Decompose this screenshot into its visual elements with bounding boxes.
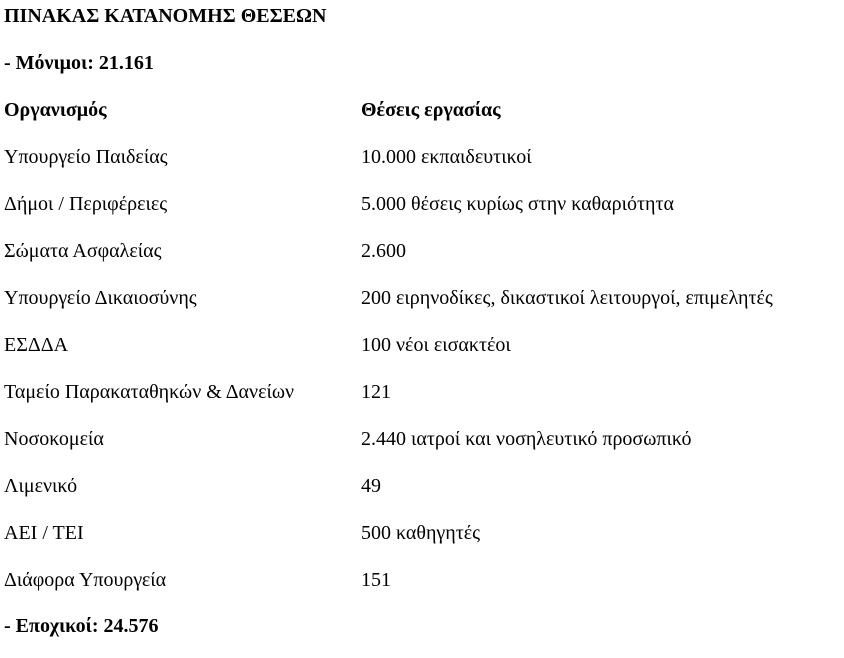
table-row [4,286,840,310]
row-organization: Διάφορα Υπουργεία [4,569,167,591]
table-row [4,333,840,357]
row-positions: 5.000 θέσεις κυρίως στην καθαριότητα [361,193,675,215]
row-organization: ΕΣΔΔΑ [4,334,69,356]
row-organization: Λιμενικό [4,475,78,497]
header-positions: Θέσεις εργασίας [361,99,501,121]
table-row [4,427,840,451]
page-title: ΠΙΝΑΚΑΣ ΚΑΤΑΝΟΜΗΣ ΘΕΣΕΩΝ [4,5,327,27]
row-positions: 151 [361,569,391,591]
row-positions: 500 καθηγητές [361,522,481,544]
row-positions: 10.000 εκπαιδευτικοί [361,146,532,168]
permanent-heading: - Μόνιμοι: 21.161 [4,52,154,74]
row-organization: Υπουργείο Παιδείας [4,146,168,168]
row-positions: 200 ειρηνοδίκες, δικαστικοί λειτουργοί, επιμελητές [361,287,773,309]
table-header-row [4,98,840,122]
row-organization: Σώματα Ασφαλείας [4,240,162,262]
header-organization: Οργανισμός [4,99,107,121]
row-positions: 49 [361,475,381,497]
table-row [4,192,840,216]
row-organization: Υπουργείο Δικαιοσύνης [4,287,197,309]
table-row [4,568,840,592]
seasonal-heading: - Εποχικοί: 24.576 [4,615,159,637]
table-row [4,474,840,498]
row-organization: Δήμοι / Περιφέρειες [4,193,168,215]
row-positions: 2.440 ιατροί και νοσηλευτικό προσωπικό [361,428,692,450]
row-positions: 121 [361,381,391,403]
table-row [4,239,840,263]
table-row [4,380,840,404]
row-positions: 100 νέοι εισακτέοι [361,334,511,356]
row-positions: 2.600 [361,240,406,262]
table-row [4,521,840,545]
row-organization: ΑΕΙ / ΤΕΙ [4,522,84,544]
table-row [4,145,840,169]
row-organization: Νοσοκομεία [4,428,104,450]
row-organization: Ταμείο Παρακαταθηκών & Δανείων [4,381,295,403]
